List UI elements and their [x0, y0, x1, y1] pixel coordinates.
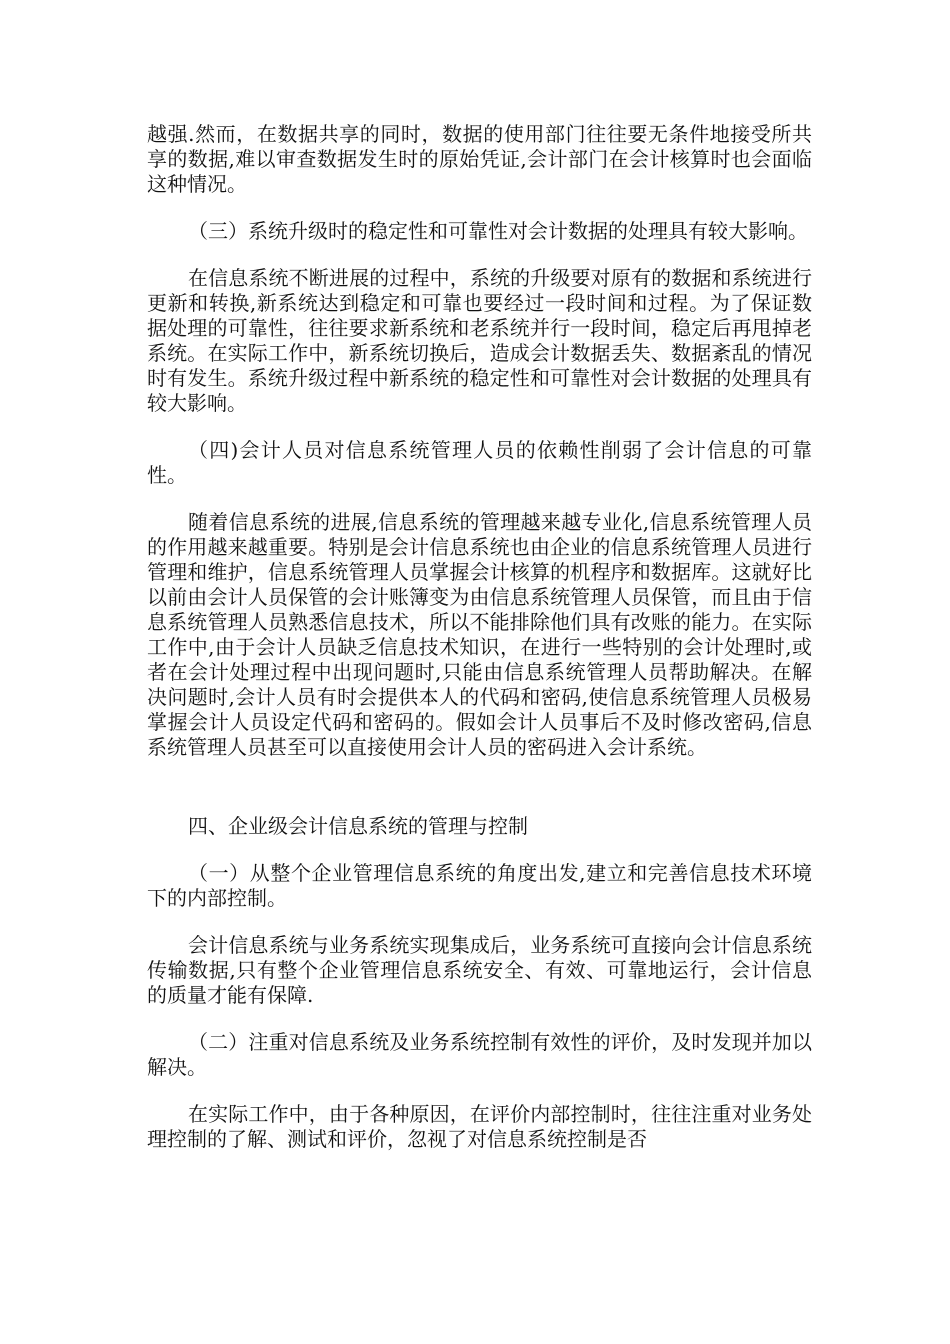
paragraph-dependency: 随着信息系统的进展,信息系统的管理越来越专业化,信息系统管理人员的作用越来越重要。特别是会计信息系统也由企业的信息系统管理人员进行管理和维护，信息系统管理人员掌握会计核算的机程序和数据库。这就好比以前由会计人员保管的会计账簿变为由信息系统管理人员保管，而且由于信息系统管理人员熟悉信息技术，所以不能排除他们具有改账的能力。在实际工作中,由于会计人员缺乏信息技术知识，在进行一些特别的会计处理时,或者在会计处理过程中出现问题时,只能由信息系统管理人员帮助解决。在解决问题时,会计人员有时会提供本人的代码和密码,使信息系统管理人员极易掌握会计人员设定代码和密码的。假如会计人员事后不及时修改密码,信息系统管理人员甚至可以直接使用会计人员的密码进入会计系统。: [147, 510, 812, 759]
paragraph-continuation: 越强.然而，在数据共享的同时，数据的使用部门往往要无条件地接受所共享的数据,难以审查数据发生时的原始凭证,会计部门在会计核算时也会面临这种情况。: [147, 122, 812, 196]
section-heading-4: 四、企业级会计信息系统的管理与控制: [188, 814, 528, 838]
document-body: [147, 122, 812, 1152]
paragraph-evaluation: 在实际工作中，由于各种原因，在评价内部控制时，往往注重对业务处理控制的了解、测试和评价，忽视了对信息系统控制是否: [147, 1102, 812, 1151]
paragraph-integration: 会计信息系统与业务系统实现集成后，业务系统可直接向会计信息系统传输数据,只有整个企业管理信息系统安全、有效、可靠地运行，会计信息的质量才能有保障.: [147, 933, 812, 1007]
paragraph-system-upgrade: 在信息系统不断进展的过程中，系统的升级要对原有的数据和系统进行更新和转换,新系统达到稳定和可靠也要经过一段时间和过程。为了保证数据处理的可靠性，往往要求新系统和老系统并行一段时间，稳定后再甩掉老系统。在实际工作中，新系统切换后，造成会计数据丢失、数据紊乱的情况时有发生。系统升级过程中新系统的稳定性和可靠性对会计数据的处理具有较大影响。: [147, 266, 812, 415]
subheading-3: （三）系统升级时的稳定性和可靠性对会计数据的处理具有较大影响。: [188, 219, 808, 243]
subheading-4: （四)会计人员对信息系统管理人员的依赖性削弱了会计信息的可靠性。: [147, 438, 812, 487]
subheading-1: （一）从整个企业管理信息系统的角度出发,建立和完善信息技术环境下的内部控制。: [147, 861, 812, 910]
subheading-2: （二）注重对信息系统及业务系统控制有效性的评价，及时发现并加以解决。: [147, 1030, 812, 1079]
